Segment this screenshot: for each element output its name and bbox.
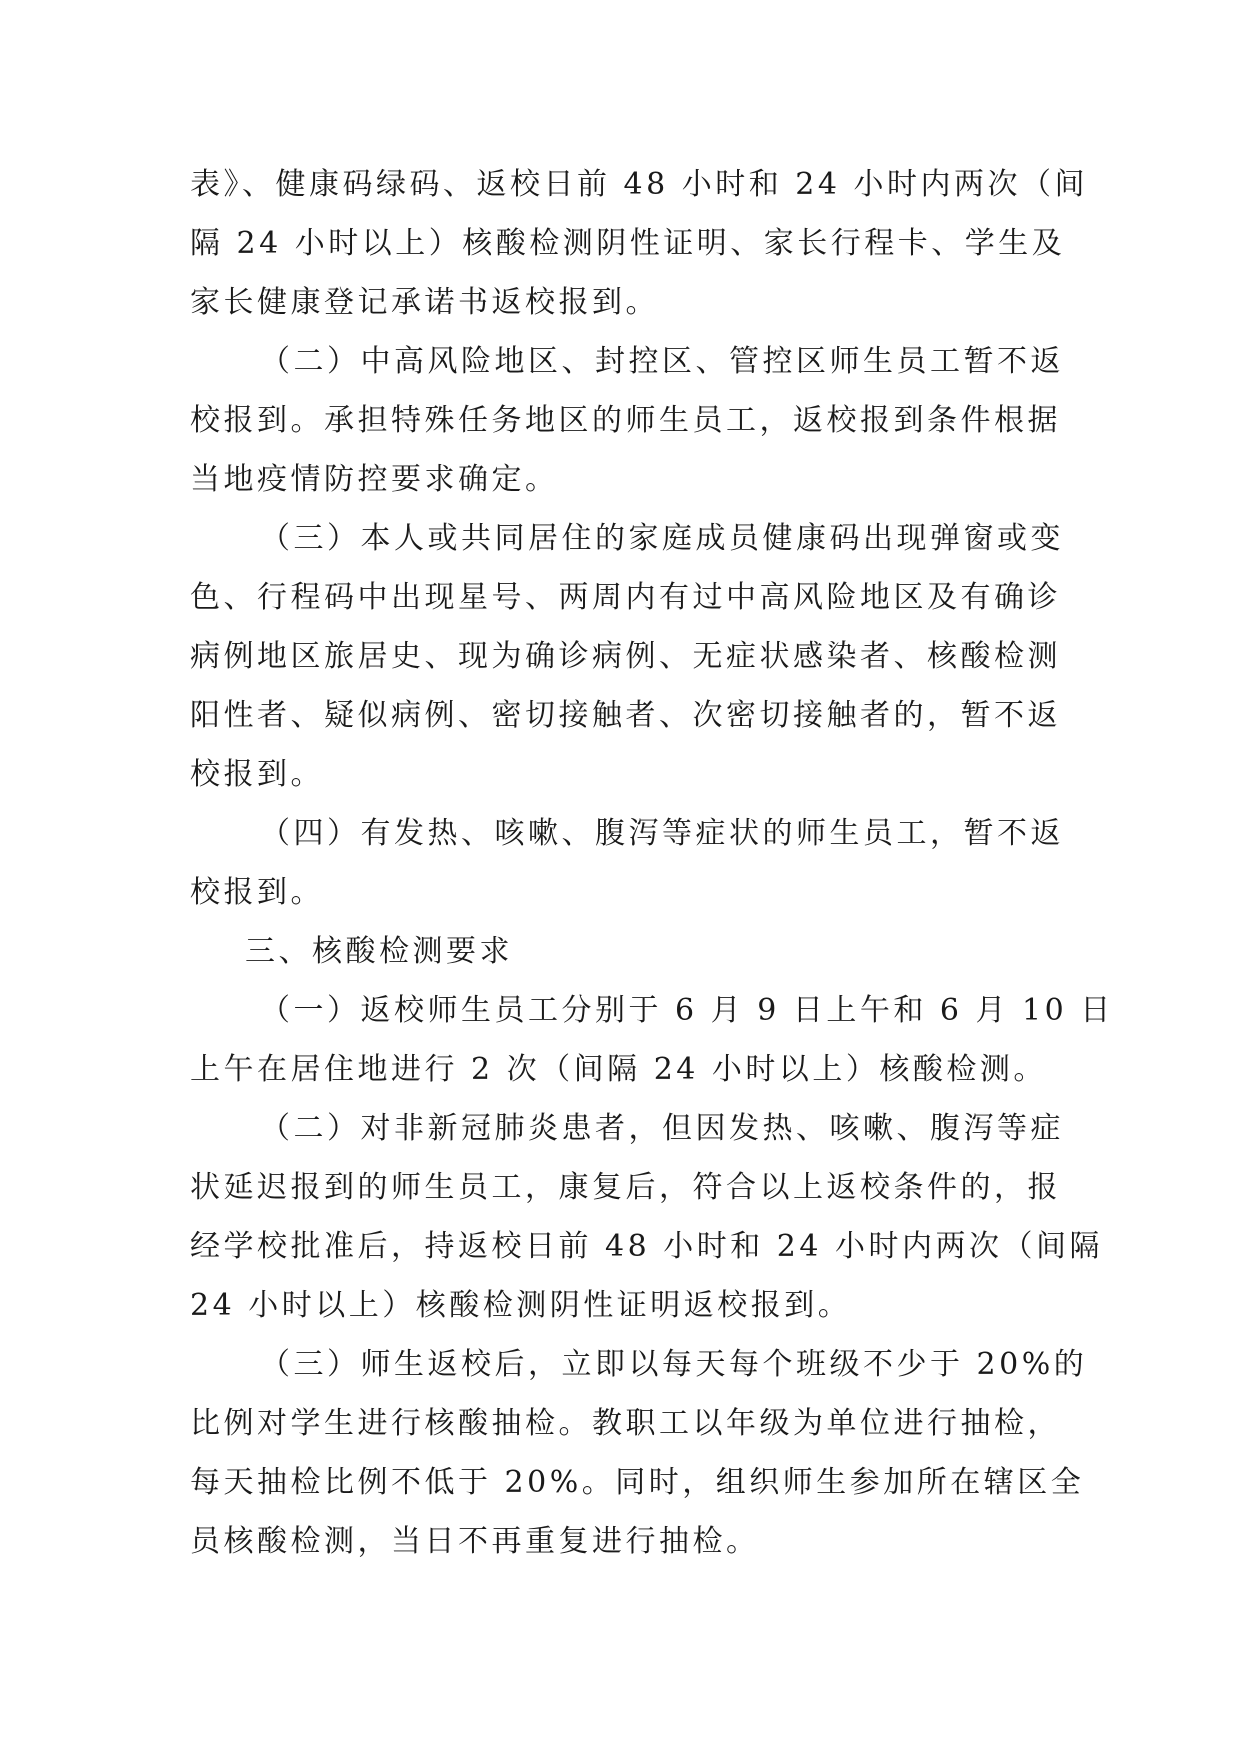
- text-line: 比例对学生进行核酸抽检。教职工以年级为单位进行抽检，: [190, 1406, 1061, 1441]
- text-line: 上午在居住地进行 2 次（间隔 24 小时以上）核酸检测。: [190, 1052, 1047, 1087]
- text-line: （一）返校师生员工分别于 6 月 9 日上午和 6 月 10 日: [260, 993, 1114, 1028]
- text-line: 经学校批准后，持返校日前 48 小时和 24 小时内两次（间隔: [190, 1229, 1103, 1264]
- text-line: 校报到。: [190, 757, 324, 792]
- document-body: [190, 155, 1114, 1571]
- text-line: 每天抽检比例不低于 20%。同时，组织师生参加所在辖区全: [190, 1465, 1085, 1500]
- section-heading: [190, 922, 1050, 981]
- paragraph-item-4: [190, 804, 1064, 922]
- section-heading-text: 三、核酸检测要求: [245, 934, 513, 969]
- text-line: 隔 24 小时以上）核酸检测阴性证明、家长行程卡、学生及: [190, 226, 1066, 261]
- text-line: 24 小时以上）核酸检测阴性证明返校报到。: [190, 1288, 852, 1323]
- paragraph-item-1: [190, 981, 1114, 1099]
- text-line: 表》、健康码绿码、返校日前 48 小时和 24 小时内两次（间: [190, 167, 1088, 202]
- text-line: （三）本人或共同居住的家庭成员健康码出现弹窗或变: [260, 521, 1064, 556]
- text-line: 校报到。: [190, 875, 324, 910]
- text-line: 状延迟报到的师生员工，康复后，符合以上返校条件的，报: [190, 1170, 1061, 1205]
- text-line: 家长健康登记承诺书返校报到。: [190, 285, 659, 320]
- text-line: 病例地区旅居史、现为确诊病例、无症状感染者、核酸检测: [190, 639, 1061, 674]
- text-line: 校报到。承担特殊任务地区的师生员工，返校报到条件根据: [190, 403, 1061, 438]
- paragraph-item-3b: [190, 1335, 1088, 1571]
- text-line: 当地疫情防控要求确定。: [190, 462, 559, 497]
- paragraph-item-3: [190, 509, 1064, 804]
- paragraph-item-2b: [190, 1099, 1103, 1335]
- text-line: （三）师生返校后，立即以每天每个班级不少于 20%的: [260, 1347, 1088, 1382]
- paragraph-continuation: [190, 155, 1088, 332]
- text-line: （四）有发热、咳嗽、腹泻等症状的师生员工，暂不返: [260, 816, 1064, 851]
- text-line: （二）对非新冠肺炎患者，但因发热、咳嗽、腹泻等症: [260, 1111, 1064, 1146]
- text-line: 阳性者、疑似病例、密切接触者、次密切接触者的，暂不返: [190, 698, 1061, 733]
- text-line: 色、行程码中出现星号、两周内有过中高风险地区及有确诊: [190, 580, 1061, 615]
- text-line: （二）中高风险地区、封控区、管控区师生员工暂不返: [260, 344, 1064, 379]
- paragraph-item-2: [190, 332, 1064, 509]
- text-line: 员核酸检测，当日不再重复进行抽检。: [190, 1524, 760, 1559]
